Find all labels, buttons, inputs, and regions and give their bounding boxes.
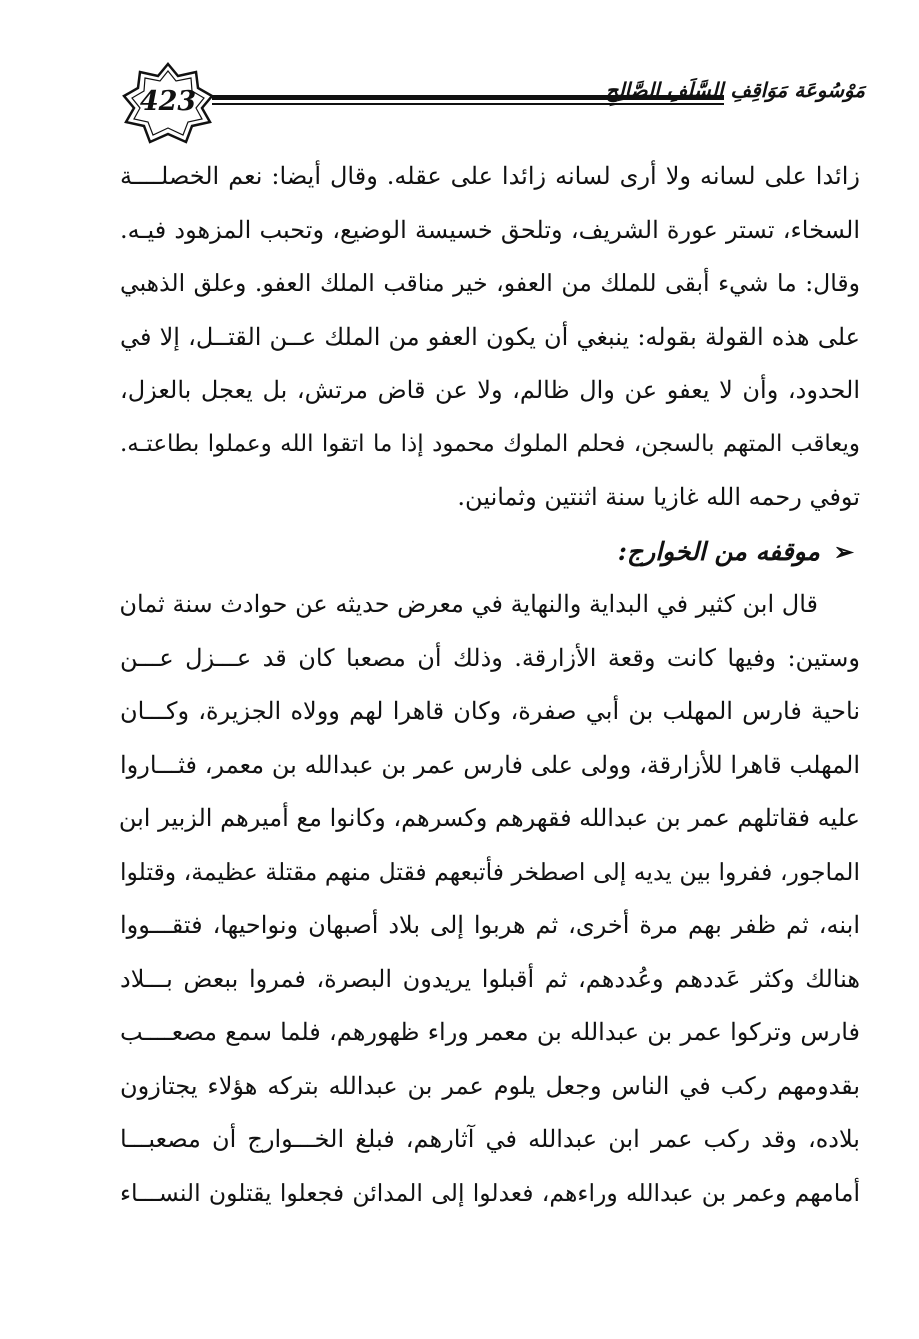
text-line: توفي رحمه الله غازيا سنة اثنتين وثمانين. (457, 483, 860, 511)
text-line: وقال: ما شيء أبقى للملك من العفو، خير مناقب الملك العفو. وعلق الذهبي (120, 269, 860, 297)
text-line: فارس وتركوا عمر بن عبدالله بن معمر وراء ظهورهم، فلما سمع مصعــــب (120, 1018, 860, 1046)
page-number: 423 (139, 86, 197, 117)
arrow-bullet-icon: ➢ (833, 536, 854, 566)
text-line: زائدا على لسانه ولا أرى لسانه زائدا على عقله. وقال أيضا: نعم الخصلــــة (120, 162, 860, 190)
text-line: بقدومهم ركب في الناس وجعل يلوم عمر بن عبدالله بتركه هؤلاء يجتازون (120, 1071, 860, 1100)
text-line: على هذه القولة بقوله: ينبغي أن يكون العفو من الملك عــن القتــل، إلا في (120, 322, 860, 351)
text-line: هنالك وكثر عَددهم وعُددهم، ثم أقبلوا يريدون البصرة، فمروا ببعض بـــلاد (120, 964, 860, 993)
page-number-badge (120, 62, 216, 146)
text-line: ابنه، ثم ظفر بهم مرة أخرى، ثم هربوا إلى بلاد أصبهان ونواحيها، فتقـــووا (120, 911, 860, 939)
section-heading (120, 525, 860, 579)
page-header (120, 62, 865, 146)
text-line: السخاء، تستر عورة الشريف، وتلحق خسيسة الوضيع، وتحبب المزهود فيـه. (120, 215, 861, 244)
text-line: وستين: وفيها كانت وقعة الأزارقة. وذلك أن مصعبا كان قد عـــزل عـــن (120, 643, 860, 672)
text-line: الحدود، وأن لا يعفو عن وال ظالم، ولا عن قاض مرتش، بل يعجل بالعزل، (120, 376, 860, 404)
running-title: مَوْسُوعَة مَوَاقِفِ السَّلَفِ الصَّالِحِ (605, 78, 865, 102)
text-line: ناحية فارس المهلب بن أبي صفرة، وكان قاهرا لهم وولاه الجزيرة، وكـــان (120, 697, 860, 725)
text-line: بلاده، وقد ركب عمر ابن عبدالله في آثارهم، فبلغ الخـــوارج أن مصعبـــا (120, 1125, 860, 1153)
header-rule-thin (212, 103, 724, 105)
text-line: الماجور، ففروا بين يديه إلى اصطخر فأتبعهم فقتل منهم مقتلة عظيمة، وقتلوا (120, 857, 860, 886)
text-line: ويعاقب المتهم بالسجن، فحلم الملوك محمود إذا ما اتقوا الله وعملوا بطاعتـه. (120, 430, 861, 457)
text-line: أمامهم وعمر بن عبدالله وراءهم، فعدلوا إلى المدائن فجعلوا يقتلون النســـاء (120, 1178, 860, 1207)
section-heading-title: موقفه من الخوارج: (617, 536, 820, 566)
page-body (120, 150, 860, 1220)
text-line: عليه فقاتلهم عمر بن عبدالله فقهرهم وكسرهم، وكانوا مع أميرهم الزبير ابن (118, 804, 860, 832)
text-line: قال ابن كثير في البداية والنهاية في معرض حديثه عن حوادث سنة ثمان (119, 590, 818, 618)
text-line: المهلب قاهرا للأزارقة، وولى على فارس عمر بن عبدالله بن معمر، فثـــاروا (120, 750, 860, 779)
